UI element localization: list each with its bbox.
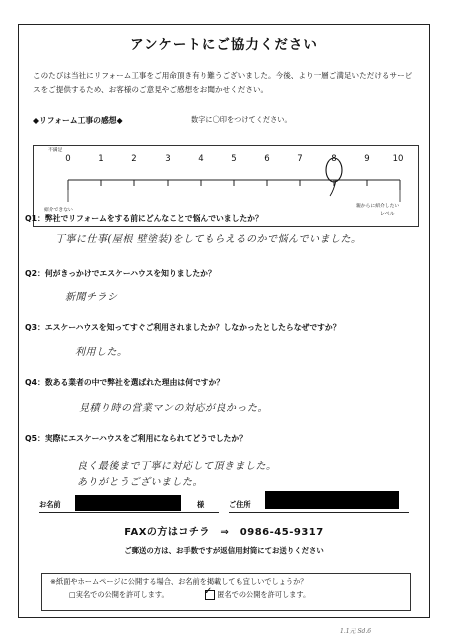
question-3: Q3：エスケーハウスを知ってすぐご利用されましたか？しなかったとしたらなぜですか？ [25, 323, 341, 332]
name-label: お名前 [39, 500, 61, 509]
answer-4: 見積り時の営業マンの対応が良かった。 [79, 403, 268, 414]
address-label: ご住所 [229, 500, 251, 509]
scale-caption-right-top: 親からに紹介したい [356, 204, 400, 209]
scale-num-0: 0 [65, 154, 71, 164]
scale-num-4: 4 [198, 154, 204, 164]
scale-ticks [68, 180, 400, 190]
scale-num-3: 3 [165, 154, 171, 164]
answer-2: 新聞チラシ [65, 292, 118, 303]
answer-5-line-1: 良く最後まで丁寧に対応して頂きました。 [77, 461, 277, 472]
scale-num-5: 5 [231, 154, 237, 164]
scale-caption-right-bottom: レベル [380, 212, 395, 217]
scale-caption-left-top: 不満足 [48, 148, 63, 153]
return-note: ご郵送の方は、お手数ですが返信用封筒にてお送りください [124, 546, 324, 555]
redacted-address [265, 491, 399, 509]
footer-handwritten-mark: 1.1元 Sd.6 [340, 628, 372, 635]
intro-text: このたびは当社にリフォーム工事をご用命頂き有り難うございました。今後、より一層ご満足いただけるサービスをご提供するため、お客様のご意見やご感想をお聞かせください。 [33, 71, 413, 94]
fax-line: FAXの方はコチラ ⇒ 0986-45-9317 [124, 527, 324, 538]
question-2: Q2：何がきっかけでエスケーハウスを知りましたか？ [25, 269, 216, 278]
option-real-name[interactable]: □実名での公開を許可します。 [69, 590, 169, 599]
answer-1: 丁寧に仕事(屋根 壁塗装)をしてもらえるのかで悩んでいました。 [55, 234, 362, 245]
scale-num-7: 7 [297, 154, 303, 164]
name-suffix: 様 [197, 500, 205, 509]
survey-instruction: 数字に〇印をつけてください。 [191, 115, 292, 124]
survey-heading: ◆リフォーム工事の感想◆ [33, 116, 123, 125]
check-mark-icon: ✓ [204, 586, 213, 597]
publication-notice-text: ※紙面やホームページに公開する場合、お名前を掲載しても宜しいでしょうか？ [50, 577, 308, 586]
scale-num-9: 9 [364, 154, 370, 164]
anonymous-checkbox[interactable] [204, 586, 215, 600]
answer-3: 利用した。 [75, 347, 128, 358]
page-title: アンケートにご協力ください [130, 37, 318, 53]
question-4: Q4：数ある業者の中で弊社を選ばれた理由は何ですか？ [25, 378, 225, 387]
option-anonymous-label: 匿名での公開を許可します。 [217, 590, 311, 599]
address-underline [229, 512, 409, 513]
scale-num-2: 2 [131, 154, 137, 164]
redacted-name [75, 495, 181, 511]
scale-num-10: 10 [392, 154, 404, 164]
scale-num-6: 6 [264, 154, 270, 164]
question-1: Q1：弊社でリフォームをする前にどんなことで悩んでいましたか？ [25, 214, 263, 223]
option-anonymous[interactable] [204, 586, 311, 600]
survey-sheet [18, 24, 430, 618]
scale-num-8: 8 [331, 154, 337, 164]
question-5: Q5：実際にエスケーハウスをご利用になられてどうでしたか？ [25, 434, 247, 443]
scale-caption-left-bottom: 紹介できない [44, 208, 73, 213]
scale-num-1: 1 [98, 154, 104, 164]
answer-5-line-2: ありがとうございました。 [77, 477, 203, 488]
name-underline [39, 512, 219, 513]
